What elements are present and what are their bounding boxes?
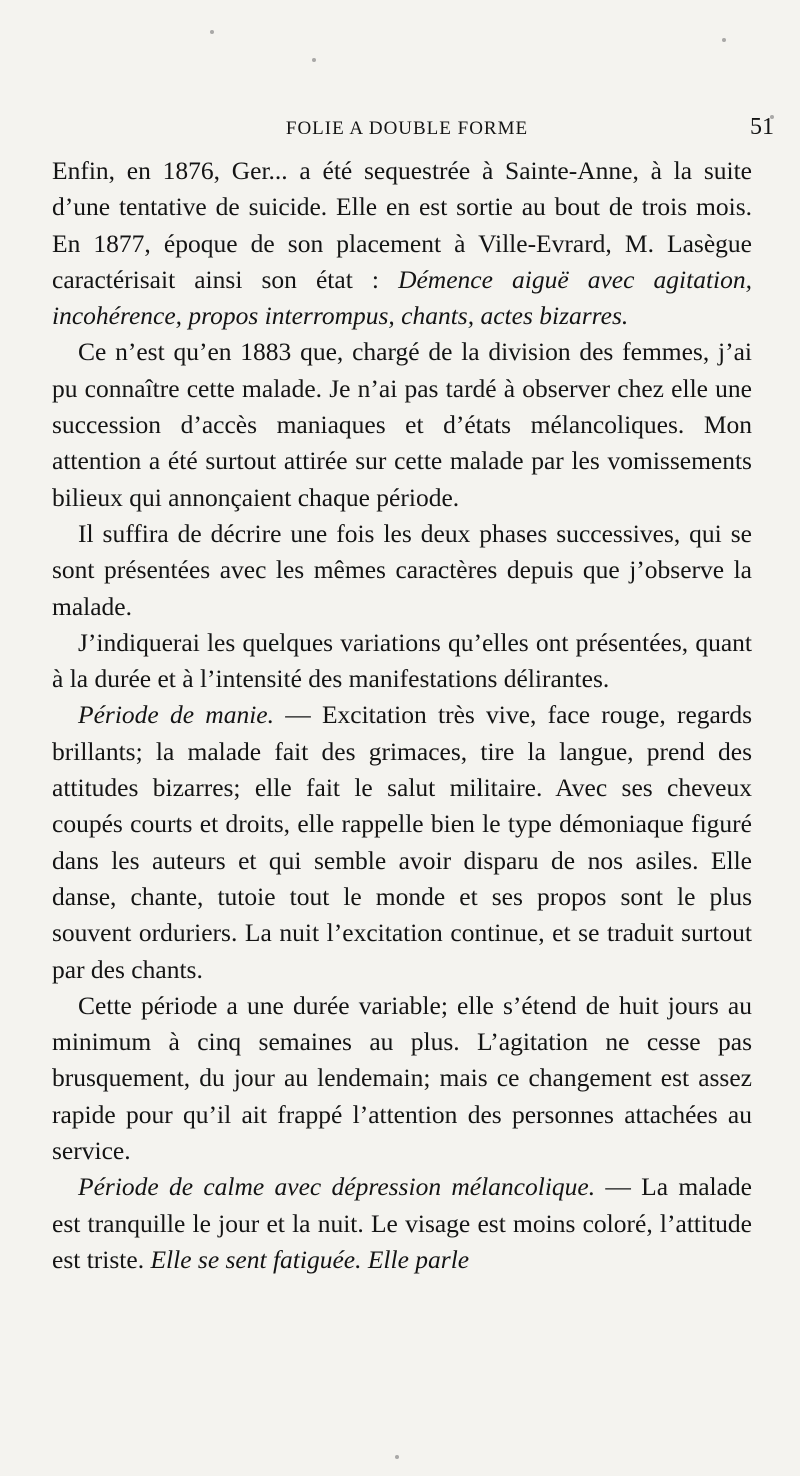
paragraph-text: Ce n’est qu’en 1883 que, chargé de la division des femmes, j’ai pu connaître cette malade. Je n’ai pas tardé à observer chez elle une succession d’accès maniaques et d’états mélancoliques. Mon attention a été surtout attirée sur cette malade par les vomissements bilieux qui annonçaient chaque période. bbox=[52, 337, 752, 512]
paper-speck bbox=[722, 38, 726, 42]
paper-speck bbox=[210, 30, 214, 34]
paper-speck bbox=[312, 58, 316, 62]
paragraph-italic-quote: Démence aiguë avec agitation, incohérence, propos interrompus, chants, actes bizarres. bbox=[52, 264, 752, 331]
paragraph bbox=[52, 1169, 752, 1278]
paragraph-italic-tail: Elle se sent fatiguée. Elle parle bbox=[150, 1244, 470, 1274]
paragraph-text: Il suffira de décrire une fois les deux phases successives, qui se sont présentées avec les mêmes caractères depuis que j’observe la malade. bbox=[52, 518, 752, 621]
paragraph-text: — La malade est tranquille le jour et la nuit. Le visage est moins coloré, l’attitude est triste. bbox=[52, 1172, 752, 1274]
paragraph bbox=[52, 334, 752, 515]
paragraph bbox=[52, 516, 752, 625]
paper-speck bbox=[395, 1455, 399, 1459]
paragraph bbox=[52, 988, 752, 1169]
paragraph-text: Cette période a une durée variable; elle s’étend de huit jours au minimum à cinq semaines au plus. L’agitation ne cesse pas brusquement, du jour au lendemain; mais ce changement est assez rapide pour qu’il ait frappé l’attention des personnes attachées au service. bbox=[52, 990, 752, 1166]
page-header bbox=[52, 114, 774, 144]
paragraph-text: J’indiquerai les quelques variations qu’elles ont présentées, quant à la durée et à l’intensité des manifestations délirantes. bbox=[52, 627, 752, 694]
section-lead-italic: Période de manie. bbox=[78, 700, 274, 730]
section-lead-italic: Période de calme avec dépression mélancolique. bbox=[78, 1172, 596, 1202]
paragraph-text: — Excitation très vive, face rouge, regards brillants; la malade fait des grimaces, tire la langue, prend des attitudes bizarres; elle fait le salut militaire. Avec ses cheveux coupés courts et droits, elle rappelle bien le type démoniaque figuré dans les auteurs et qui semble avoir disparu de nos asiles. Elle danse, chante, tutoie tout le monde et ses propos sont le plus souvent orduriers. La nuit l’excitation continue, et se traduit surtout par des chants. bbox=[52, 700, 752, 984]
paragraph bbox=[52, 625, 752, 698]
running-head: FOLIE A DOUBLE FORME bbox=[285, 118, 529, 139]
paragraph-text: Enfin, en 1876, Ger... a été sequestrée à Sainte-Anne, à la suite d’une tentative de suicide. Elle en est sortie au bout de trois mois. En 1877, époque de son placement à Ville-Evrard, M. Lasègue caractérisait ainsi son état : bbox=[52, 156, 752, 294]
body-text bbox=[52, 153, 752, 1278]
paragraph bbox=[52, 697, 752, 987]
paragraph bbox=[52, 153, 752, 334]
page-number: 51 bbox=[750, 114, 774, 140]
